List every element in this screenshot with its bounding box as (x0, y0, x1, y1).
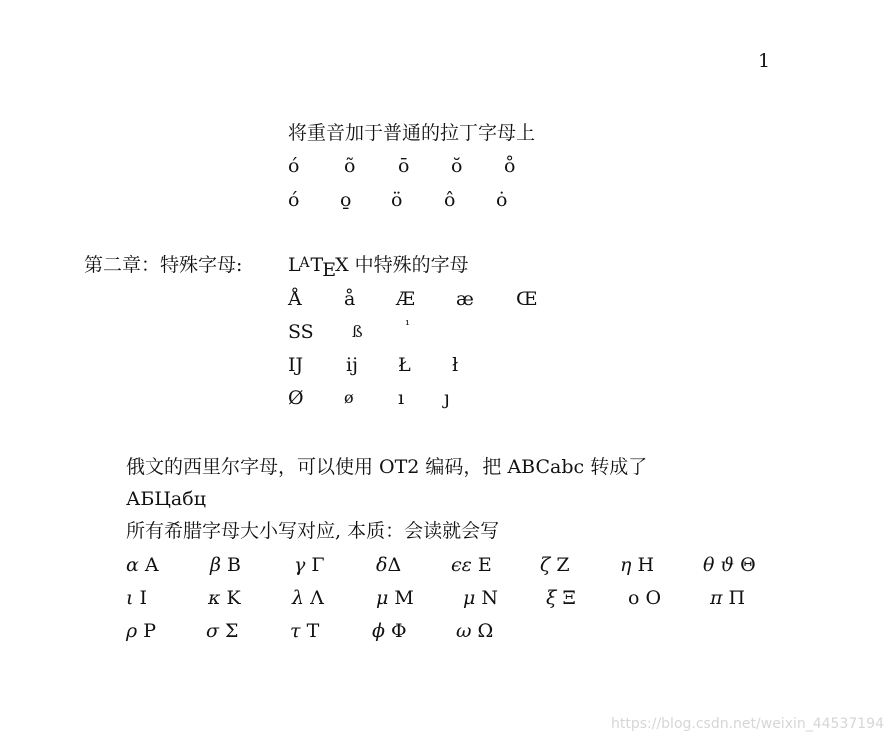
special-char: SS (288, 321, 314, 343)
greek-lower: δ (376, 554, 388, 576)
greek-pair (710, 586, 745, 610)
greek-upper: Θ (740, 554, 756, 576)
greek-upper: H (637, 554, 655, 576)
greek-upper: P (143, 620, 157, 642)
greek-lower: ρ (126, 620, 138, 642)
greek-pair (540, 553, 570, 577)
greek-pair (703, 553, 756, 577)
greek-lower: β (210, 554, 221, 576)
special-char: Ø (288, 387, 304, 409)
accent-char: o̊ (504, 155, 516, 177)
greek-upper: N (481, 587, 499, 609)
accent-char: ó (288, 189, 300, 211)
special-char: Æ (396, 288, 416, 310)
greek-pair (546, 586, 576, 610)
greek-lower: o (628, 587, 640, 609)
accent-char: o̱ (340, 189, 352, 211)
greek-pair (126, 586, 147, 610)
greek-pair (294, 553, 325, 577)
greek-lower: σ (206, 620, 219, 642)
greek-lower: κ (208, 587, 221, 609)
greek-upper: Λ (310, 587, 324, 609)
greek-upper: I (139, 587, 148, 609)
special-section-title (288, 253, 469, 279)
greek-pair (451, 553, 492, 577)
cyrillic-line-1: 俄文的西里尔字母，可以使用 OT2 编码，把 ABCabc 转成了 (126, 456, 648, 478)
greek-pair (456, 619, 493, 643)
greek-upper: E (477, 554, 492, 576)
watermark-url: https://blog.csdn.net/weixin_44537194 (610, 716, 884, 732)
page-number: 1 (758, 50, 771, 72)
accent-char: ȯ (496, 189, 508, 211)
greek-lower: ι (126, 587, 134, 609)
greek-pair (376, 586, 414, 610)
greek-upper: A (144, 554, 159, 576)
special-char: æ (456, 288, 474, 310)
special-char: Ł (398, 354, 411, 376)
accent-char: ó (288, 155, 300, 177)
greek-row-3 (126, 619, 766, 645)
greek-upper: M (394, 587, 414, 609)
greek-upper: Z (556, 554, 570, 576)
greek-pair (210, 553, 241, 577)
special-char: IJ (288, 354, 304, 376)
greek-lower: θ ϑ (703, 554, 735, 576)
accent-row-2 (288, 188, 548, 214)
greek-lower: π (710, 587, 723, 609)
greek-pair (290, 619, 319, 643)
special-char: Œ (516, 288, 538, 310)
greek-row-2 (126, 586, 766, 612)
special-char: Å (288, 288, 302, 310)
special-char: ł (452, 354, 459, 376)
accent-row-1 (288, 154, 548, 180)
greek-lower: γ (294, 554, 306, 576)
greek-lower: ξ (546, 587, 557, 609)
greek-pair (206, 619, 238, 643)
greek-pair (126, 553, 159, 577)
accent-section-title: 将重音加于普通的拉丁字母上 (288, 122, 536, 144)
greek-upper: Σ (225, 620, 239, 642)
accent-char: ö (391, 189, 403, 211)
greek-upper: O (645, 587, 662, 609)
greek-upper: Δ (387, 554, 402, 576)
accent-char: ŏ (451, 155, 463, 177)
special-char: ij (346, 354, 358, 376)
greek-upper: Ω (477, 620, 494, 642)
greek-upper: T (306, 620, 320, 642)
greek-pair (620, 553, 654, 577)
chapter-label: 第二章：特殊字母: (84, 254, 243, 276)
special-char: ¹ (405, 318, 410, 332)
greek-pair (628, 586, 661, 610)
greek-upper: Π (728, 587, 746, 609)
greek-pair (126, 619, 156, 643)
greek-lower: η (620, 554, 632, 576)
cyrillic-line-2: АБЦабц (126, 488, 206, 510)
accent-char: ô (444, 189, 456, 211)
greek-upper: K (226, 587, 241, 609)
greek-section-title: 所有希腊字母大小写对应, 本质：会读就会写 (126, 520, 500, 542)
special-section-title-text: 中特殊的字母 (354, 254, 469, 276)
greek-upper: Ξ (562, 587, 576, 609)
special-char: ø (344, 388, 354, 407)
greek-lower: τ (290, 620, 301, 642)
greek-lower: ω (456, 620, 472, 642)
special-row-1 (288, 287, 548, 313)
greek-lower: ϵε (451, 554, 472, 576)
greek-lower: ζ (540, 554, 551, 576)
greek-pair (208, 586, 241, 610)
greek-pair (292, 586, 324, 610)
latex-logo: $L^ATEX$ (288, 254, 349, 281)
greek-upper: Γ (311, 554, 325, 576)
special-char: ı (398, 387, 405, 409)
greek-lower: λ (292, 587, 305, 609)
special-char: ß (352, 322, 363, 341)
greek-row-1 (126, 553, 766, 579)
special-row-2 (288, 320, 548, 346)
accent-char: ō (398, 155, 410, 177)
greek-upper: B (227, 554, 241, 576)
greek-pair (376, 553, 401, 577)
special-row-3 (288, 353, 548, 379)
greek-pair (372, 619, 407, 643)
greek-pair (463, 586, 498, 610)
accent-char: õ (344, 155, 356, 177)
greek-lower: μ (376, 587, 389, 609)
greek-lower: μ (463, 587, 476, 609)
greek-lower: α (126, 554, 139, 576)
greek-lower: ϕ (372, 620, 385, 642)
special-char: å (344, 288, 356, 310)
special-row-4 (288, 386, 548, 412)
special-char: ȷ (444, 387, 450, 409)
greek-upper: Φ (391, 620, 407, 642)
